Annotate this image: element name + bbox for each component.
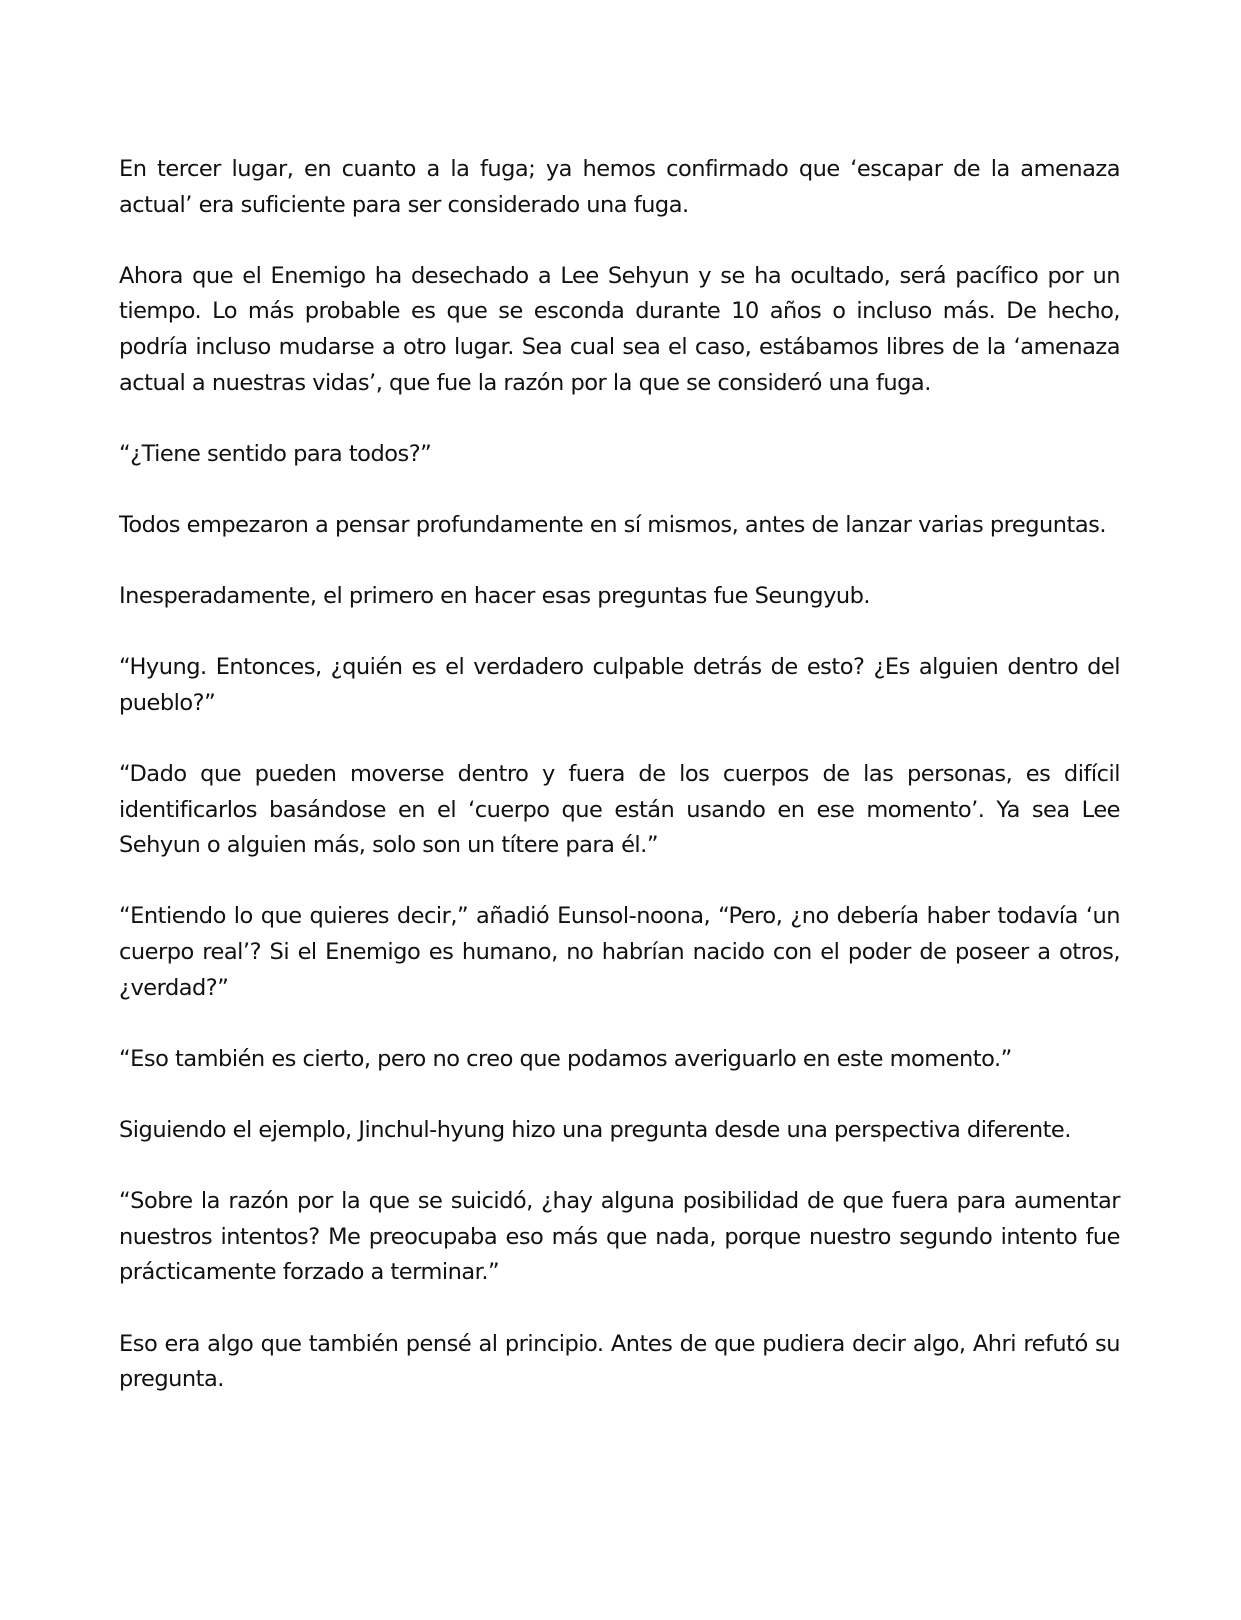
paragraph-ahri-refutes: Eso era algo que también pensé al principio. Antes de que pudiera decir algo, Ahri refutó su pregunta. [119,1330,1120,1393]
body-text [119,152,1120,1398]
paragraph-jinchul-question-intro: Siguiendo el ejemplo, Jinchul-hyung hizo una pregunta desde una perspectiva diferente. [119,1117,1071,1144]
paragraph-question-everyone: “¿Tiene sentido para todos?” [119,440,432,467]
paragraph-everyone-thinking: Todos empezaron a pensar profundamente en sí mismos, antes de lanzar varias preguntas. [119,511,1107,538]
paragraph-eunsol-question: “Entiendo lo que quieres decir,” añadió Eunsol-noona, “Pero, ¿no debería haber todavía ‘un cuerpo real’? Si el Enemigo es humano, no habrían nacido con el poder de poseer a otros, ¿verdad?” [119,903,1120,1001]
paragraph-escape-definition: En tercer lugar, en cuanto a la fuga; ya hemos confirmado que ‘escapar de la amenaza actual’ era suficiente para ser considerado una fuga. [119,156,1120,218]
paragraph-bodies-explanation: “Dado que pueden moverse dentro y fuera de los cuerpos de las personas, es difícil identificarlos basándose en el ‘cuerpo que están usando en ese momento’. Ya sea Lee Sehyun o alguien más, solo son un títere para él.” [119,761,1120,859]
paragraph-cannot-find-out: “Eso también es cierto, pero no creo que podamos averiguarlo en este momento.” [119,1045,1012,1072]
paragraph-seungyub-first: Inesperadamente, el primero en hacer esas preguntas fue Seungyub. [119,583,871,610]
paragraph-hyung-question: “Hyung. Entonces, ¿quién es el verdadero culpable detrás de esto? ¿Es alguien dentro del pueblo?” [119,654,1120,716]
paragraph-suicide-reason: “Sobre la razón por la que se suicidó, ¿hay alguna posibilidad de que fuera para aumentar nuestros intentos? Me preocupaba eso más que nada, porque nuestro segundo intento fue prácticamente forzado a terminar.” [119,1188,1120,1286]
paragraph-enemy-hiding: Ahora que el Enemigo ha desechado a Lee Sehyun y se ha ocultado, será pacífico por un tiempo. Lo más probable es que se esconda durante 10 años o incluso más. De hecho, podría incluso mudarse a otro lugar. Sea cual sea el caso, estábamos libres de la ‘amenaza actual a nuestras vidas’, que fue la razón por la que se consideró una fuga. [119,262,1120,396]
